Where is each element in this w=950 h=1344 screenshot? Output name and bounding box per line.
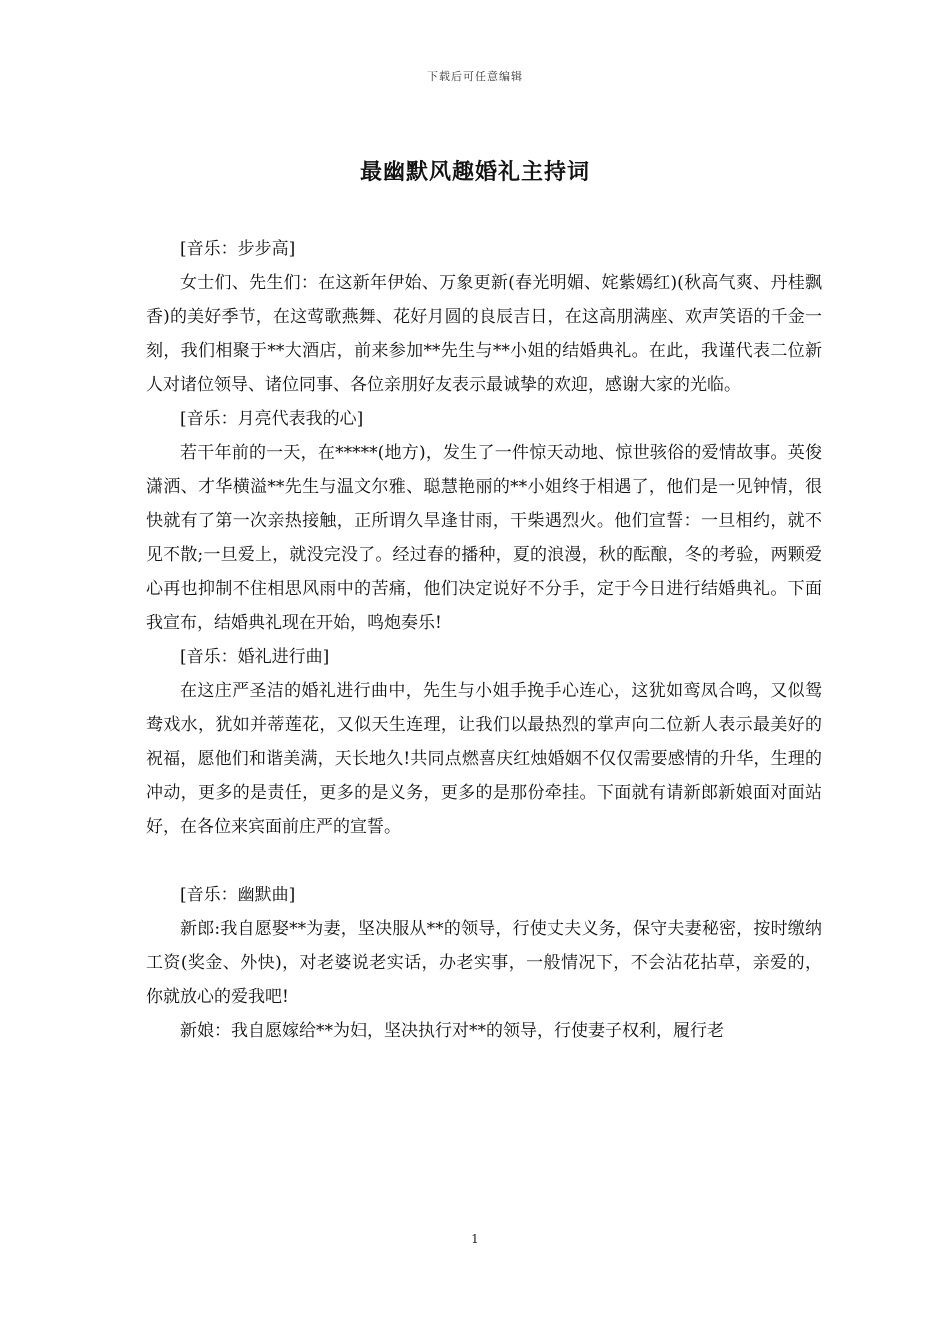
document-title: 最幽默风趣婚礼主持词 [359,159,590,185]
body-paragraph: 若干年前的一天，在*****(地方)，发生了一件惊天动地、惊世骇俗的爱情故事。英俊潇洒、才华横溢**先生与温文尔雅、聪慧艳丽的**小姐终于相遇了，他们是一见钟情，很快就有了第一次亲热接触，正所谓久旱逢甘雨，干柴遇烈火。他们宣誓：一旦相约，就不见不散;一旦爱上，就没完没了。经过春的播种，夏的浪漫，秋的酝酿，冬的考验，两颗爱心再也抑制不住相思风雨中的苦痛，他们决定说好不分手，定于今日进行结婚典礼。下面我宣布，结婚典礼现在开始，鸣炮奏乐! [146,443,822,633]
document-body [146,232,822,1048]
page-number: 1 [471,1232,479,1246]
body-paragraph: 新郎:我自愿娶**为妻，坚决服从**的领导，行使丈夫义务，保守夫妻秘密，按时缴纳工资(奖金、外快)，对老婆说老实话，办老实事，一般情况下，不会沾花拈草，亲爱的，你就放心的爱我吧! [146,919,822,1007]
download-note-header: 下载后可任意编辑 [427,70,523,83]
music-cue-paragraph: [音乐：婚礼进行曲] [180,647,330,667]
paragraph-spacer [146,844,822,878]
music-cue-paragraph: [音乐：幽默曲] [180,885,296,905]
body-paragraph: 在这庄严圣洁的婚礼进行曲中，先生与小姐手挽手心连心，这犹如鸾凤合鸣，又似鸳鸯戏水，犹如并蒂莲花，又似天生连理，让我们以最热烈的掌声向二位新人表示最美好的祝福，愿他们和谐美满，天长地久!共同点燃喜庆红烛婚姻不仅仅需要感情的升华，生理的冲动，更多的是责任，更多的是义务，更多的是那份牵挂。下面就有请新郎新娘面对面站好，在各位来宾面前庄严的宣誓。 [146,681,822,837]
music-cue-paragraph: [音乐：步步高] [180,239,296,259]
body-paragraph: 女士们、先生们：在这新年伊始、万象更新(春光明媚、姹紫嫣红)(秋高气爽、丹桂飘香)的美好季节，在这莺歌燕舞、花好月圆的良辰吉日，在这高朋满座、欢声笑语的千金一刻，我们相聚于**大酒店，前来参加**先生与**小姐的结婚典礼。在此，我谨代表二位新人对诸位领导、诸位同事、各位亲朋好友表示最诚挚的欢迎，感谢大家的光临。 [146,273,822,395]
music-cue-paragraph: [音乐：月亮代表我的心] [180,409,364,429]
body-paragraph: 新娘：我自愿嫁给**为妇，坚决执行对**的领导，行使妻子权利，履行老 [180,1021,724,1041]
